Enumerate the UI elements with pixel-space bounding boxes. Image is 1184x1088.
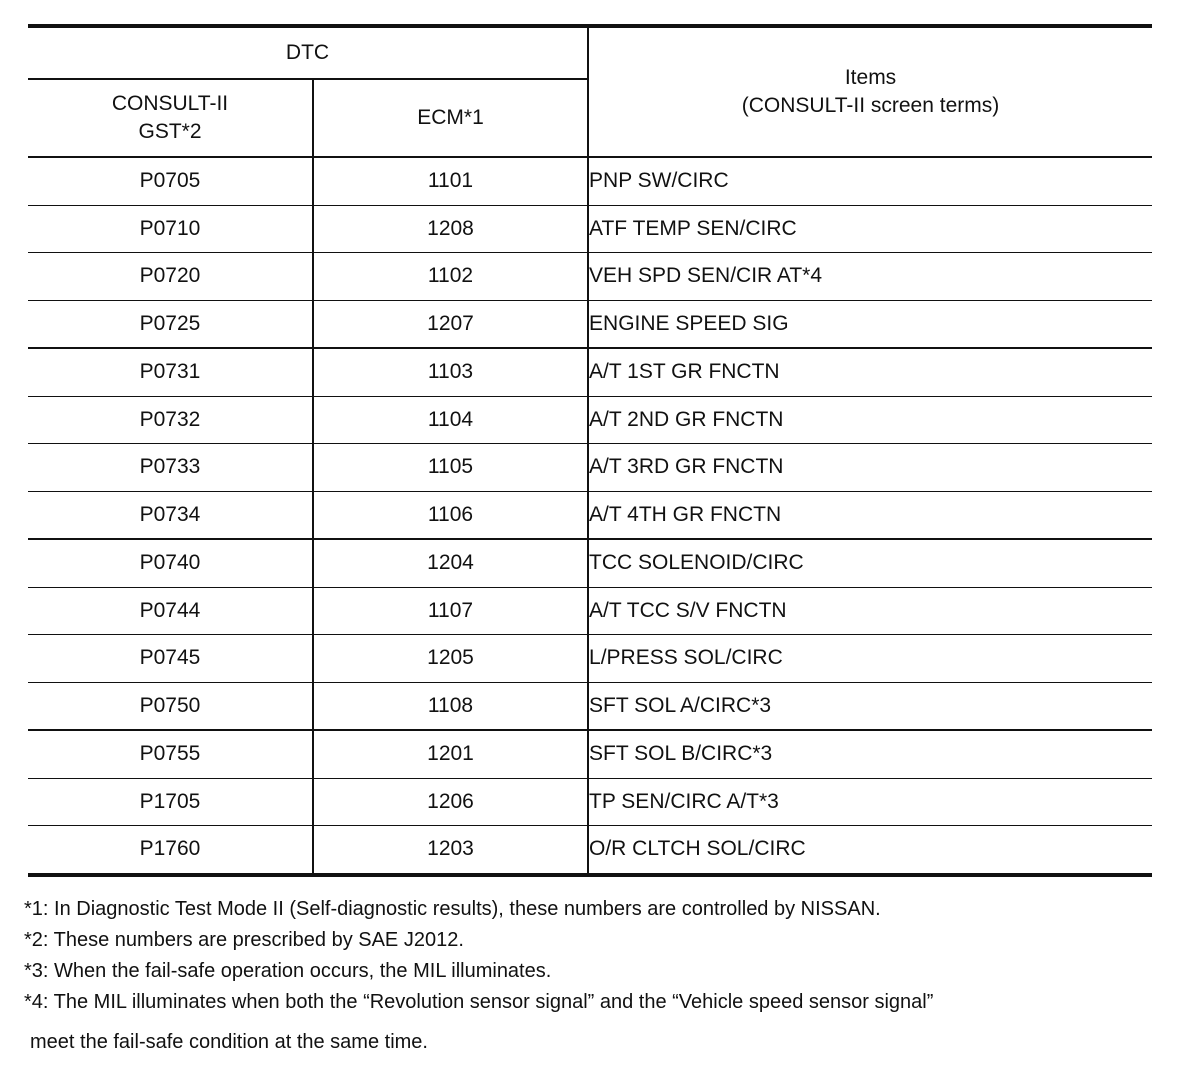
dtc-code-cell: P1705 — [28, 778, 313, 826]
table-row — [28, 682, 1152, 730]
consult-header — [28, 79, 313, 157]
item-cell: A/T 4TH GR FNCTN — [588, 491, 1152, 539]
items-header-line1: Items — [844, 66, 897, 89]
items-header — [588, 26, 1152, 157]
item-cell: A/T 2ND GR FNCTN — [588, 396, 1152, 444]
dtc-code-cell: P0750 — [28, 682, 313, 730]
dtc-code-cell: P0740 — [28, 539, 313, 587]
ecm-code-cell: 1106 — [313, 491, 588, 539]
table-row — [28, 730, 1152, 778]
footnote-1: *1: In Diagnostic Test Mode II (Self-diagnostic results), these numbers are controlled by NISSAN. — [24, 898, 881, 920]
table-row — [28, 348, 1152, 396]
table-row — [28, 300, 1152, 348]
footnote-2: *2: These numbers are prescribed by SAE J2012. — [24, 929, 464, 951]
item-cell: ATF TEMP SEN/CIRC — [588, 205, 1152, 253]
items-header-line2: (CONSULT-II screen terms) — [741, 94, 1000, 117]
dtc-code-cell: P0725 — [28, 300, 313, 348]
ecm-code-cell: 1207 — [313, 300, 588, 348]
item-cell: VEH SPD SEN/CIR AT*4 — [588, 253, 1152, 301]
dtc-code-cell: P0731 — [28, 348, 313, 396]
item-cell: TCC SOLENOID/CIRC — [588, 539, 1152, 587]
table-row — [28, 444, 1152, 492]
ecm-code-cell: 1205 — [313, 635, 588, 683]
item-cell: SFT SOL B/CIRC*3 — [588, 730, 1152, 778]
table-row — [28, 396, 1152, 444]
table-row — [28, 253, 1152, 301]
item-cell: A/T 1ST GR FNCTN — [588, 348, 1152, 396]
ecm-code-cell: 1101 — [313, 157, 588, 205]
ecm-code-cell: 1203 — [313, 826, 588, 875]
ecm-header: ECM*1 — [313, 79, 588, 157]
ecm-code-cell: 1201 — [313, 730, 588, 778]
ecm-code-cell: 1107 — [313, 587, 588, 635]
ecm-code-cell: 1103 — [313, 348, 588, 396]
dtc-code-cell: P0710 — [28, 205, 313, 253]
dtc-code-cell: P0755 — [28, 730, 313, 778]
ecm-code-cell: 1104 — [313, 396, 588, 444]
footnote-3: *3: When the fail-safe operation occurs, the MIL illuminates. — [24, 960, 552, 982]
item-cell: ENGINE SPEED SIG — [588, 300, 1152, 348]
item-cell: L/PRESS SOL/CIRC — [588, 635, 1152, 683]
item-cell: A/T TCC S/V FNCTN — [588, 587, 1152, 635]
ecm-code-cell: 1102 — [313, 253, 588, 301]
dtc-code-cell: P0720 — [28, 253, 313, 301]
ecm-code-cell: 1204 — [313, 539, 588, 587]
item-cell: SFT SOL A/CIRC*3 — [588, 682, 1152, 730]
consult-header-line2: GST*2 — [138, 120, 202, 143]
dtc-code-cell: P0744 — [28, 587, 313, 635]
table-row — [28, 587, 1152, 635]
item-cell: O/R CLTCH SOL/CIRC — [588, 826, 1152, 875]
table-row — [28, 778, 1152, 826]
ecm-code-cell: 1206 — [313, 778, 588, 826]
ecm-code-cell: 1208 — [313, 205, 588, 253]
dtc-code-cell: P0705 — [28, 157, 313, 205]
table-row — [28, 826, 1152, 875]
dtc-code-cell: P0733 — [28, 444, 313, 492]
item-cell: PNP SW/CIRC — [588, 157, 1152, 205]
dtc-code-cell: P0732 — [28, 396, 313, 444]
item-cell: A/T 3RD GR FNCTN — [588, 444, 1152, 492]
consult-header-line1: CONSULT-II — [111, 92, 229, 115]
table-row — [28, 539, 1152, 587]
table-row — [28, 205, 1152, 253]
dtc-code-cell: P1760 — [28, 826, 313, 875]
dtc-header: DTC — [28, 26, 588, 79]
ecm-code-cell: 1105 — [313, 444, 588, 492]
dtc-code-cell: P0734 — [28, 491, 313, 539]
table-row — [28, 635, 1152, 683]
item-cell: TP SEN/CIRC A/T*3 — [588, 778, 1152, 826]
footnote-4: *4: The MIL illuminates when both the “Revolution sensor signal” and the “Vehicle speed sensor signal” — [24, 991, 934, 1013]
footnote-4-continuation: meet the fail-safe condition at the same time. — [30, 1031, 428, 1053]
table-row — [28, 157, 1152, 205]
ecm-code-cell: 1108 — [313, 682, 588, 730]
dtc-table — [28, 24, 1152, 877]
dtc-code-cell: P0745 — [28, 635, 313, 683]
table-row — [28, 491, 1152, 539]
footnotes — [24, 894, 1164, 1058]
